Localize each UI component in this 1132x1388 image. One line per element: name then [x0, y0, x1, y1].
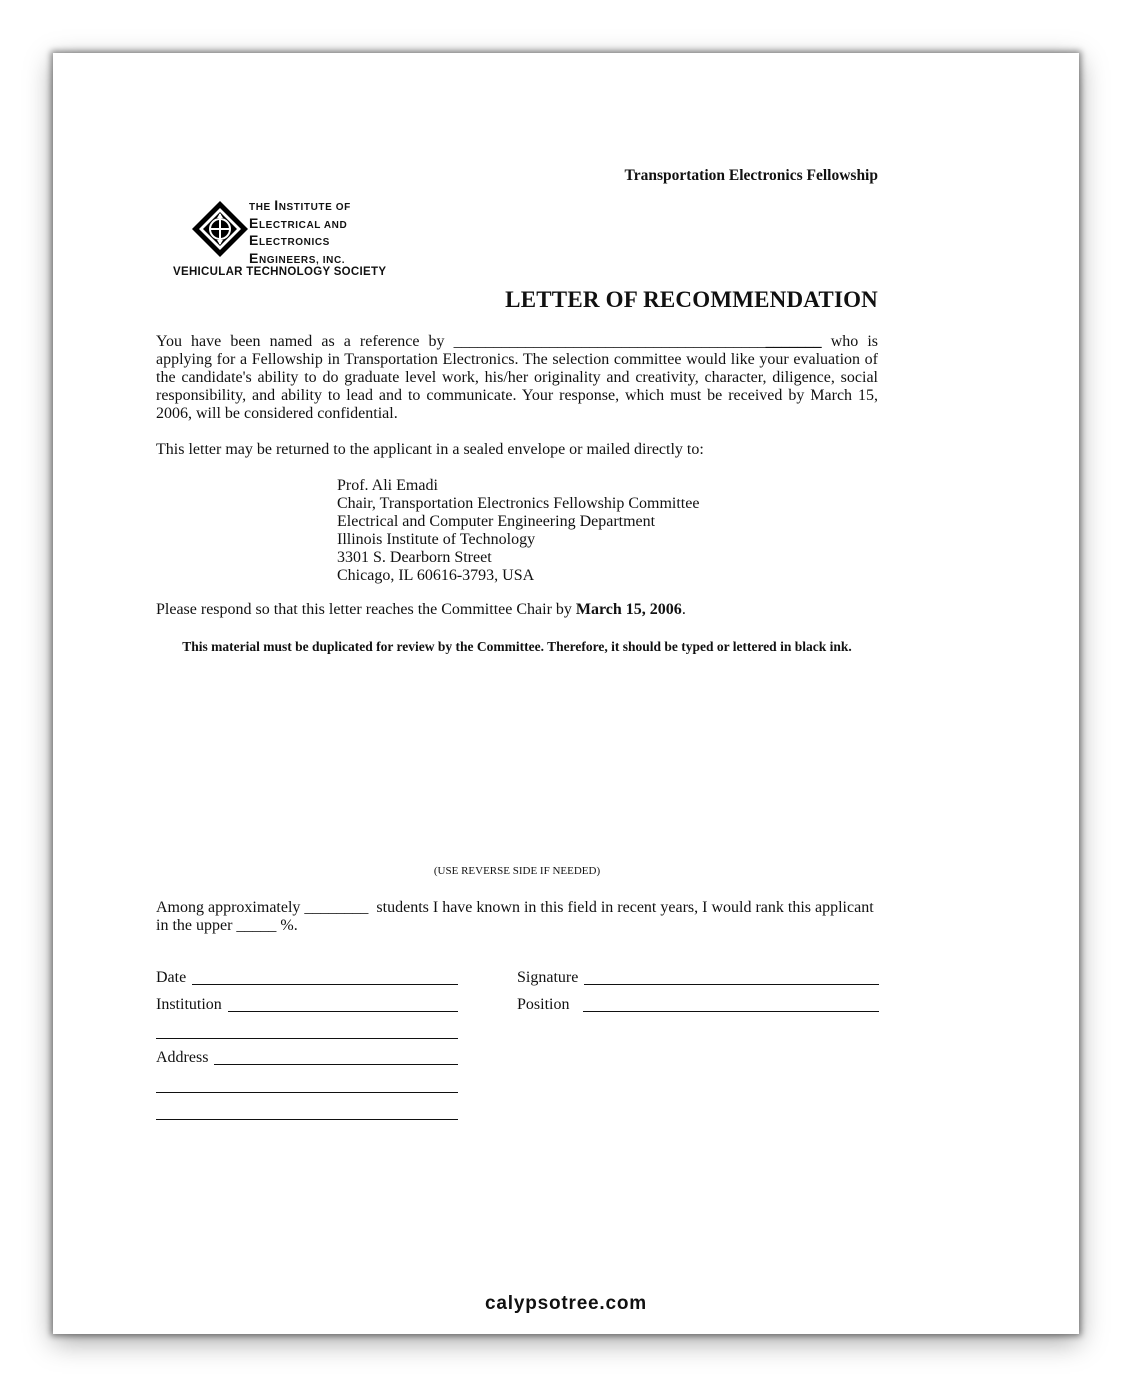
duplication-notice: This material must be duplicated for review by the Committee. Therefore, it should be typed or lettered in black ink.: [182, 639, 852, 654]
applicant-name-blank[interactable]: _______________________________________: [453, 333, 766, 350]
address-line: Chair, Transportation Electronics Fellowship Committee: [337, 495, 700, 512]
ieee-logo: [173, 196, 456, 286]
institution-label: Institution: [156, 996, 222, 1013]
address-line: Prof. Ali Emadi: [337, 477, 438, 494]
letter-title: LETTER OF RECOMMENDATION: [505, 287, 878, 312]
position-field[interactable]: [517, 996, 879, 1014]
signature-label: Signature: [517, 969, 579, 986]
ieee-diamond-icon: [191, 200, 249, 258]
address-line: Illinois Institute of Technology: [337, 531, 536, 548]
deadline-date: March 15, 2006: [575, 601, 682, 618]
student-count-blank[interactable]: ________: [304, 899, 369, 916]
date-line[interactable]: [192, 983, 458, 985]
fellowship-title: Transportation Electronics Fellowship: [624, 167, 878, 184]
address-line-2[interactable]: [156, 1092, 458, 1093]
address-label: Address: [156, 1049, 209, 1066]
ieee-wordmark: THE INSTITUTE OF ELECTRICAL AND ELECTRONICS ENGINEERS, INC.: [249, 197, 351, 266]
address-line: 3301 S. Dearborn Street: [337, 549, 492, 566]
position-line[interactable]: [583, 1010, 879, 1012]
signature-field[interactable]: [517, 969, 879, 987]
return-note: This letter may be returned to the applicant in a sealed envelope or mailed directly to:: [156, 441, 704, 458]
signature-line[interactable]: [584, 983, 879, 985]
rank-percent-blank[interactable]: _____: [236, 917, 277, 934]
mailing-address: [337, 477, 699, 585]
date-field[interactable]: [156, 969, 458, 987]
institution-line[interactable]: [228, 1010, 458, 1012]
society-name: VEHICULAR TECHNOLOGY SOCIETY: [173, 266, 387, 278]
address-line: Electrical and Computer Engineering Department: [337, 513, 656, 530]
institution-line-2[interactable]: [156, 1038, 458, 1039]
address-line: Chicago, IL 60616-3793, USA: [337, 567, 535, 584]
date-label: Date: [156, 969, 187, 986]
ranking-statement: Among approximately ________ students I have known in this field in recent years, I would rank this applicant in the upper _____ %.: [156, 899, 874, 934]
address-line-3[interactable]: [156, 1119, 458, 1120]
letter-page: [53, 53, 1079, 1334]
address-field[interactable]: [156, 1049, 458, 1067]
intro-paragraph: You have been named as a reference by ______________________________________________ who is applying for a Fellowship in Transportation Electronics. The selection committee would like your evaluation of the candidate's ability to do graduate level work, his/her originality and creativity, character, diligence, social responsibility, and ability to lead and to communicate. Your response, which must be received by March 15, 2006, will be considered confidential.: [156, 333, 879, 422]
reverse-side-note: (USE REVERSE SIDE IF NEEDED): [433, 865, 601, 877]
site-watermark: calypsotree.com: [485, 1293, 647, 1314]
address-line-1[interactable]: [214, 1063, 458, 1065]
position-label: Position: [517, 996, 570, 1013]
institution-field[interactable]: [156, 996, 458, 1014]
respond-note: Please respond so that this letter reaches the Committee Chair by March 15, 2006.: [156, 601, 686, 618]
